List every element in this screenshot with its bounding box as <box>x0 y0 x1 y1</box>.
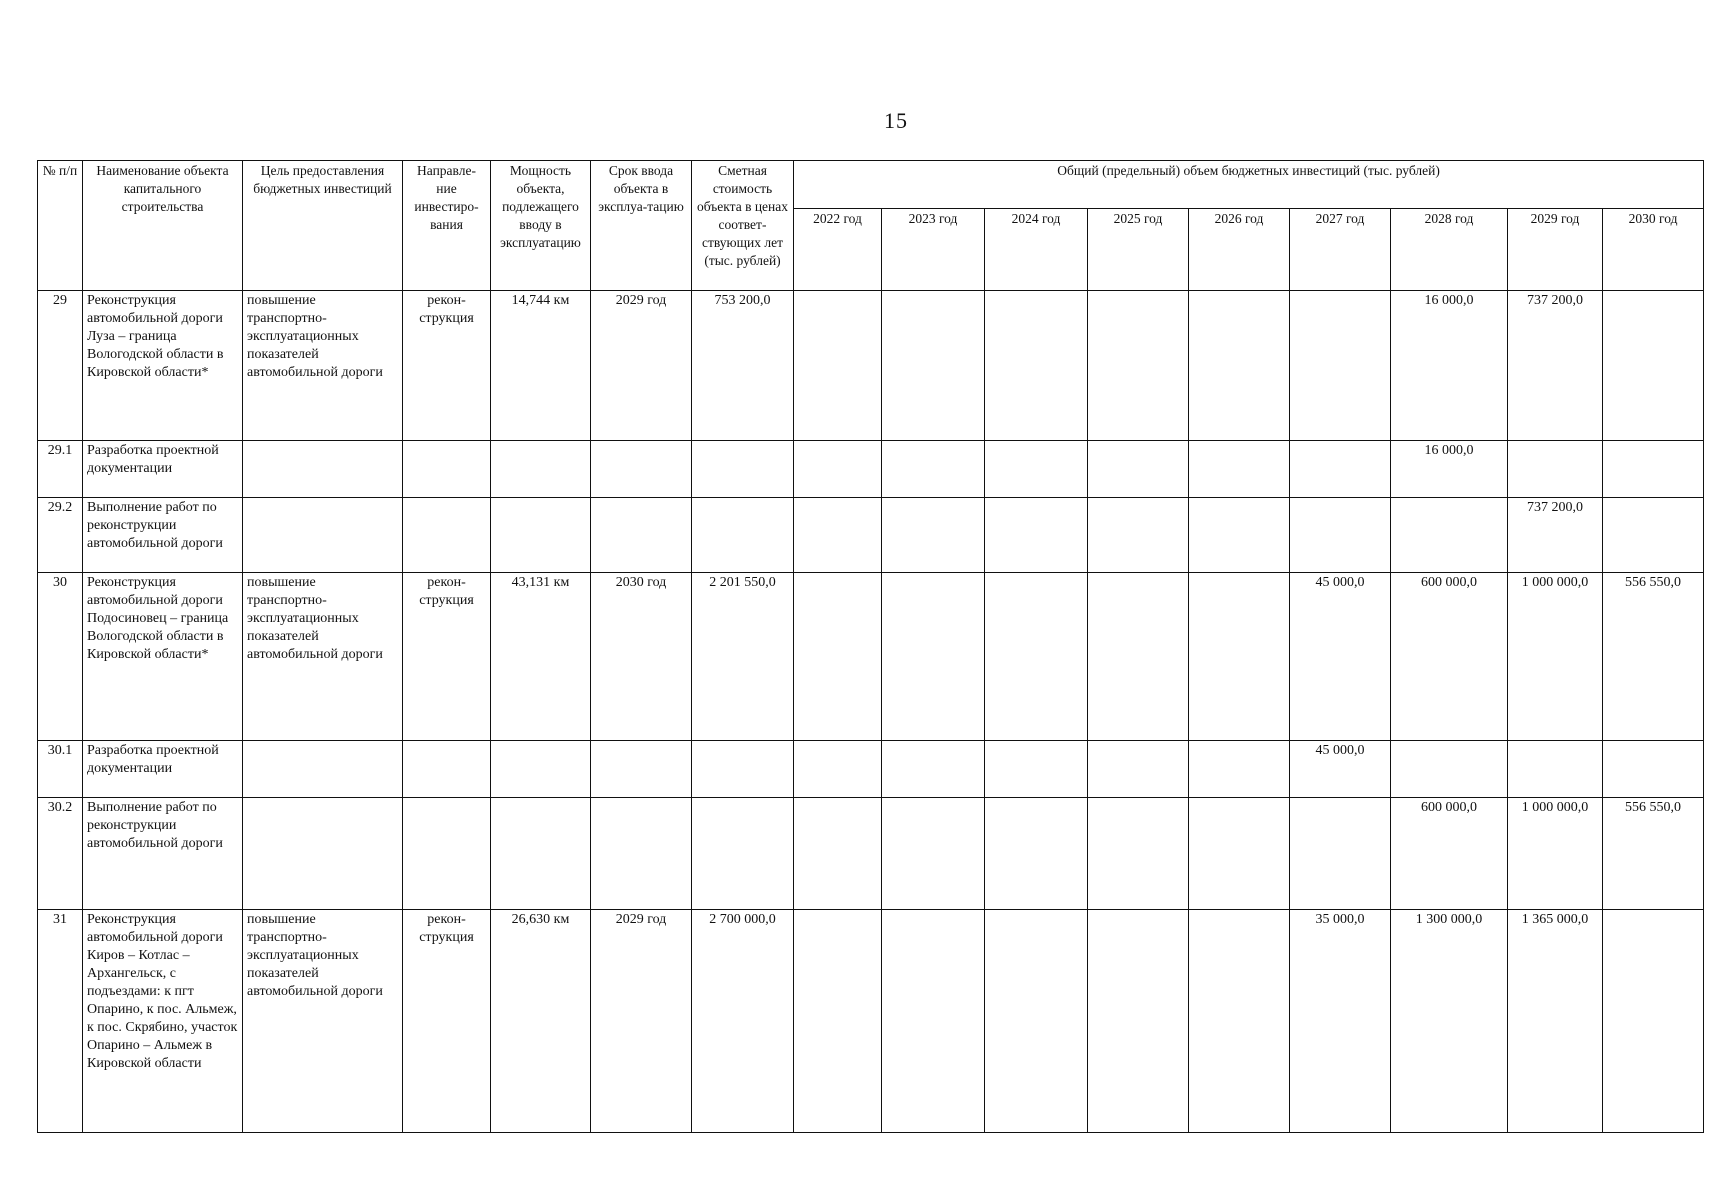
commissioning-term <box>591 798 692 910</box>
value-2030: 556 550,0 <box>1603 573 1704 741</box>
value-2023 <box>882 741 985 798</box>
value-2022 <box>794 741 882 798</box>
header-goal: Цель предоставления бюджетных инвестиций <box>243 161 403 291</box>
value-2025 <box>1088 498 1189 573</box>
value-2026 <box>1189 910 1290 1133</box>
object-name: Выполнение работ по реконструкции автомобильной дороги <box>83 498 243 573</box>
header-budget-group: Общий (предельный) объем бюджетных инвестиций (тыс. рублей) <box>794 161 1704 209</box>
object-capacity: 14,744 км <box>491 291 591 441</box>
object-name: Выполнение работ по реконструкции автомобильной дороги <box>83 798 243 910</box>
value-2030 <box>1603 291 1704 441</box>
header-year-2025: 2025 год <box>1088 209 1189 291</box>
table-row <box>38 798 1704 910</box>
table-row <box>38 910 1704 1133</box>
value-2026 <box>1189 798 1290 910</box>
value-2026 <box>1189 441 1290 498</box>
value-2025 <box>1088 291 1189 441</box>
row-num: 29.2 <box>38 498 83 573</box>
row-num: 30.1 <box>38 741 83 798</box>
value-2029: 1 000 000,0 <box>1508 573 1603 741</box>
value-2028: 600 000,0 <box>1391 798 1508 910</box>
value-2029: 737 200,0 <box>1508 498 1603 573</box>
value-2029 <box>1508 741 1603 798</box>
page-number: 15 <box>884 108 908 133</box>
value-2024 <box>985 741 1088 798</box>
row-num: 30 <box>38 573 83 741</box>
table-row <box>38 291 1704 441</box>
value-2025 <box>1088 573 1189 741</box>
value-2029 <box>1508 441 1603 498</box>
header-cost: Сметная стоимость объекта в ценах соответ-ствующих лет (тыс. рублей) <box>692 161 794 291</box>
value-2027: 45 000,0 <box>1290 573 1391 741</box>
value-2025 <box>1088 741 1189 798</box>
value-2027 <box>1290 291 1391 441</box>
value-2023 <box>882 910 985 1133</box>
value-2022 <box>794 798 882 910</box>
object-capacity <box>491 441 591 498</box>
header-year-2029: 2029 год <box>1508 209 1603 291</box>
object-name: Разработка проектной документации <box>83 741 243 798</box>
value-2025 <box>1088 798 1189 910</box>
row-num: 29.1 <box>38 441 83 498</box>
investment-goal: повышение транспортно-эксплуатационных показателей автомобильной дороги <box>243 291 403 441</box>
value-2026 <box>1189 573 1290 741</box>
investment-direction <box>403 441 491 498</box>
header-year-2023: 2023 год <box>882 209 985 291</box>
header-year-2030: 2030 год <box>1603 209 1704 291</box>
value-2023 <box>882 573 985 741</box>
value-2028 <box>1391 741 1508 798</box>
value-2027 <box>1290 441 1391 498</box>
investment-goal <box>243 798 403 910</box>
investment-direction <box>403 741 491 798</box>
investment-direction: рекон-струкция <box>403 910 491 1133</box>
value-2024 <box>985 573 1088 741</box>
value-2029: 737 200,0 <box>1508 291 1603 441</box>
table-row <box>38 573 1704 741</box>
commissioning-term <box>591 441 692 498</box>
commissioning-term <box>591 498 692 573</box>
header-term: Срок ввода объекта в эксплуа-тацию <box>591 161 692 291</box>
table-row <box>38 741 1704 798</box>
estimated-cost <box>692 498 794 573</box>
value-2024 <box>985 291 1088 441</box>
value-2027: 45 000,0 <box>1290 741 1391 798</box>
value-2028: 16 000,0 <box>1391 291 1508 441</box>
header-direction: Направле-ние инвестиро-вания <box>403 161 491 291</box>
row-num: 29 <box>38 291 83 441</box>
commissioning-term: 2029 год <box>591 291 692 441</box>
object-capacity <box>491 741 591 798</box>
value-2030 <box>1603 910 1704 1133</box>
header-year-2026: 2026 год <box>1189 209 1290 291</box>
investment-direction: рекон-струкция <box>403 573 491 741</box>
header-year-2028: 2028 год <box>1391 209 1508 291</box>
value-2022 <box>794 441 882 498</box>
investment-direction <box>403 798 491 910</box>
commissioning-term: 2029 год <box>591 910 692 1133</box>
header-num: № п/п <box>38 161 83 291</box>
value-2025 <box>1088 910 1189 1133</box>
header-year-2022: 2022 год <box>794 209 882 291</box>
investment-goal <box>243 741 403 798</box>
estimated-cost: 753 200,0 <box>692 291 794 441</box>
value-2022 <box>794 573 882 741</box>
object-name: Реконструкция автомобильной дороги Киров – Котлас – Архангельск, с подъездами: к пгт Опарино, к пос. Альмеж, к пос. Скрябино, участок Опарино – Альмеж в Кировской области <box>83 910 243 1133</box>
value-2023 <box>882 798 985 910</box>
estimated-cost: 2 201 550,0 <box>692 573 794 741</box>
commissioning-term <box>591 741 692 798</box>
value-2024 <box>985 910 1088 1133</box>
value-2030 <box>1603 441 1704 498</box>
commissioning-term: 2030 год <box>591 573 692 741</box>
value-2028 <box>1391 498 1508 573</box>
value-2022 <box>794 498 882 573</box>
value-2027 <box>1290 498 1391 573</box>
header-year-2024: 2024 год <box>985 209 1088 291</box>
value-2027: 35 000,0 <box>1290 910 1391 1133</box>
object-capacity <box>491 498 591 573</box>
estimated-cost <box>692 798 794 910</box>
investment-direction: рекон-струкция <box>403 291 491 441</box>
value-2023 <box>882 498 985 573</box>
value-2028: 16 000,0 <box>1391 441 1508 498</box>
object-name: Реконструкция автомобильной дороги Подосиновец – граница Вологодской области в Кировской области* <box>83 573 243 741</box>
value-2030 <box>1603 741 1704 798</box>
value-2024 <box>985 441 1088 498</box>
value-2030 <box>1603 498 1704 573</box>
value-2026 <box>1189 741 1290 798</box>
value-2026 <box>1189 291 1290 441</box>
value-2028: 600 000,0 <box>1391 573 1508 741</box>
row-num: 30.2 <box>38 798 83 910</box>
value-2028: 1 300 000,0 <box>1391 910 1508 1133</box>
value-2024 <box>985 798 1088 910</box>
value-2023 <box>882 441 985 498</box>
value-2022 <box>794 910 882 1133</box>
header-year-2027: 2027 год <box>1290 209 1391 291</box>
estimated-cost <box>692 741 794 798</box>
value-2023 <box>882 291 985 441</box>
value-2025 <box>1088 441 1189 498</box>
value-2027 <box>1290 798 1391 910</box>
object-capacity: 26,630 км <box>491 910 591 1133</box>
investment-goal <box>243 441 403 498</box>
row-num: 31 <box>38 910 83 1133</box>
object-name: Реконструкция автомобильной дороги Луза – граница Вологодской области в Кировской области* <box>83 291 243 441</box>
estimated-cost: 2 700 000,0 <box>692 910 794 1133</box>
value-2029: 1 000 000,0 <box>1508 798 1603 910</box>
value-2026 <box>1189 498 1290 573</box>
investment-goal: повышение транспортно-эксплуатационных показателей автомобильной дороги <box>243 573 403 741</box>
table-row <box>38 498 1704 573</box>
value-2024 <box>985 498 1088 573</box>
value-2030: 556 550,0 <box>1603 798 1704 910</box>
header-name: Наименование объекта капитального строительства <box>83 161 243 291</box>
value-2029: 1 365 000,0 <box>1508 910 1603 1133</box>
budget-investment-table <box>37 160 1704 1133</box>
estimated-cost <box>692 441 794 498</box>
investment-goal <box>243 498 403 573</box>
object-capacity <box>491 798 591 910</box>
investment-goal: повышение транспортно-эксплуатационных показателей автомобильной дороги <box>243 910 403 1133</box>
object-capacity: 43,131 км <box>491 573 591 741</box>
table-row <box>38 441 1704 498</box>
investment-direction <box>403 498 491 573</box>
object-name: Разработка проектной документации <box>83 441 243 498</box>
value-2022 <box>794 291 882 441</box>
header-capacity: Мощность объекта, подлежащего вводу в эксплуатацию <box>491 161 591 291</box>
